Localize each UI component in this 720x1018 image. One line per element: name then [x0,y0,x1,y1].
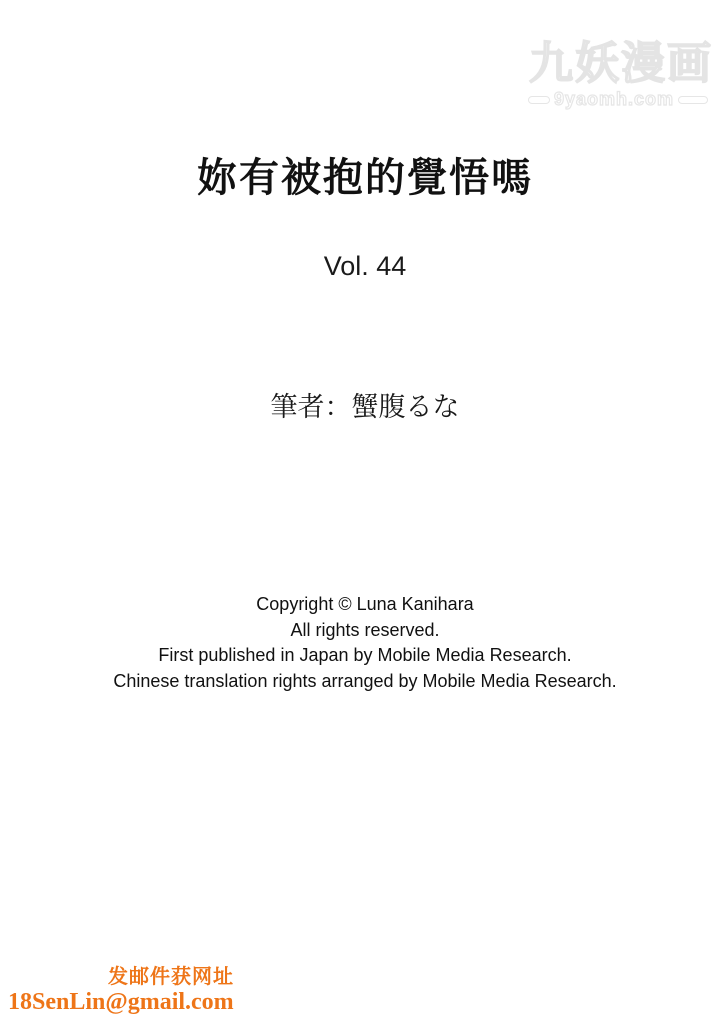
footer-contact [8,966,236,1015]
copyright-line: Chinese translation rights arranged by Mobile Media Research. [113,670,617,691]
site-watermark [528,40,714,110]
volume-label: Vol. 44 [323,251,407,281]
copyright-line: First published in Japan by Mobile Media Research. [158,645,572,665]
contact-notice-text: 发邮件获网址 [108,966,234,988]
page-title: 妳有被抱的覺悟嗎 [197,156,533,200]
author-line: 筆者：蟹腹るな [270,392,460,422]
copyright-line: Copyright © Luna Kanihara [256,594,474,614]
watermark-domain-row [528,89,714,110]
copyright-block [0,592,720,694]
contact-email-text: 18SenLin@gmail.com [8,989,234,1015]
watermark-brand-text: 九妖漫画 [528,39,713,88]
watermark-dash-left-icon [528,96,550,104]
watermark-domain-text: 9yaomh.com [553,89,674,110]
copyright-line: All rights reserved. [290,619,440,640]
watermark-dash-right-icon [678,96,708,104]
